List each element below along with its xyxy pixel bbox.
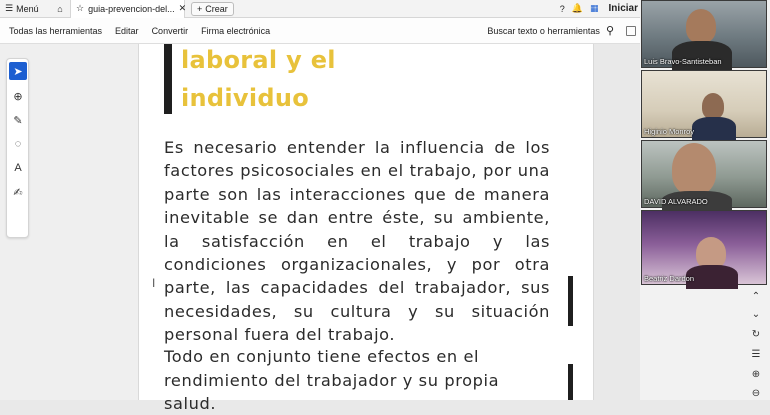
star-icon[interactable]: ☆ bbox=[76, 3, 85, 13]
text-cursor-icon: I bbox=[152, 276, 156, 290]
text-tool-icon[interactable]: A bbox=[14, 162, 22, 174]
participant-tile[interactable] bbox=[641, 0, 767, 68]
participant-name: Beatriz Dardon bbox=[644, 274, 695, 283]
side-accent-bar-1 bbox=[568, 276, 573, 326]
save-icon[interactable] bbox=[626, 26, 636, 36]
stamp-tool-icon[interactable]: ✍ bbox=[13, 186, 23, 199]
document-heading-line-2: individuo bbox=[181, 84, 310, 112]
zoom-tool-icon[interactable]: ⊕ bbox=[13, 90, 23, 103]
pen-tool-icon[interactable]: ✎ bbox=[13, 114, 23, 127]
refresh-icon[interactable]: ↻ bbox=[751, 328, 761, 340]
left-tools-panel bbox=[0, 44, 138, 400]
document-page bbox=[138, 44, 594, 413]
heading-accent-bar bbox=[164, 44, 172, 114]
scroll-mode-icon[interactable]: ☰ bbox=[751, 348, 761, 360]
zoom-in-icon[interactable]: ⊕ bbox=[751, 368, 761, 380]
participant-tile[interactable] bbox=[641, 210, 767, 285]
plus-icon: + bbox=[197, 3, 203, 14]
document-tab[interactable] bbox=[70, 0, 185, 18]
lasso-tool-icon[interactable]: ◌ bbox=[14, 138, 22, 150]
close-icon[interactable]: ✕ bbox=[178, 3, 187, 13]
find-label: Buscar texto o herramientas bbox=[487, 25, 600, 36]
tab-bar bbox=[0, 0, 640, 18]
search-icon: ⚲ bbox=[605, 25, 614, 37]
toolbar-all-tools[interactable]: Todas las herramientas bbox=[9, 25, 103, 36]
participant-name: DAVID ALVARADO bbox=[644, 197, 708, 206]
menu-button[interactable] bbox=[0, 0, 50, 18]
login-button[interactable]: Iniciar bbox=[608, 3, 638, 14]
chevron-up-icon[interactable]: ⌃ bbox=[751, 290, 761, 302]
toolbar-convert[interactable]: Convertir bbox=[151, 25, 189, 36]
home-icon: ⌂ bbox=[57, 3, 63, 14]
participant-face bbox=[702, 93, 724, 119]
bell-icon[interactable]: 🔔 bbox=[571, 3, 584, 13]
help-icon[interactable]: ? bbox=[559, 3, 565, 14]
participant-face bbox=[672, 143, 716, 195]
participant-name: Higinio Monroy bbox=[644, 127, 695, 136]
participant-name: Luis Bravo-Santisteban bbox=[644, 57, 722, 66]
participant-face bbox=[686, 9, 716, 43]
tab-title: guia-prevencion-del... bbox=[88, 3, 175, 14]
participant-body bbox=[692, 117, 736, 141]
page-navigation-tools bbox=[740, 285, 770, 400]
participant-body bbox=[672, 41, 732, 71]
new-tab-button[interactable] bbox=[191, 2, 234, 16]
document-paragraph: Es necesario entender la influencia de los factores psicosociales en el trabajo, por una parte son las interacciones que de manera inevitable se dan entre éste, su ambiente, la satisfacción en el trabajo y las condiciones organizacionales, y por otra parte, las capacidades del trabajador, sus necesidades, su cultura y su situación personal fuera del trabajo. bbox=[164, 138, 550, 345]
quick-tools bbox=[6, 58, 29, 238]
document-gutter bbox=[594, 44, 640, 400]
side-accent-bar-2 bbox=[568, 364, 573, 400]
new-tab-label: Crear bbox=[205, 3, 228, 14]
toolbar-edit[interactable]: Editar bbox=[115, 25, 139, 36]
tool-toolbar bbox=[0, 18, 640, 44]
document-heading-line-1: laboral y el bbox=[181, 46, 336, 74]
document-paragraph-2-line-2: rendimiento del trabajador y su propia salud. bbox=[164, 371, 500, 413]
document-paragraph-2-line-1: Todo en conjunto tiene efectos en el bbox=[164, 347, 480, 366]
select-cursor-icon[interactable]: ➤ bbox=[9, 62, 27, 80]
tabbar-icons bbox=[555, 0, 604, 18]
apps-grid-icon[interactable]: ▦ bbox=[590, 3, 599, 13]
participant-tile[interactable] bbox=[641, 140, 767, 208]
zoom-out-icon[interactable]: ⊖ bbox=[751, 387, 761, 399]
hamburger-icon: ☰ bbox=[5, 3, 14, 13]
menu-label: Menú bbox=[16, 3, 39, 14]
chevron-down-icon[interactable]: ⌄ bbox=[751, 308, 761, 320]
participant-tile[interactable] bbox=[641, 70, 767, 138]
home-button[interactable] bbox=[50, 0, 70, 18]
find-tools[interactable] bbox=[487, 24, 614, 37]
toolbar-e-sign[interactable]: Firma electrónica bbox=[201, 25, 271, 36]
